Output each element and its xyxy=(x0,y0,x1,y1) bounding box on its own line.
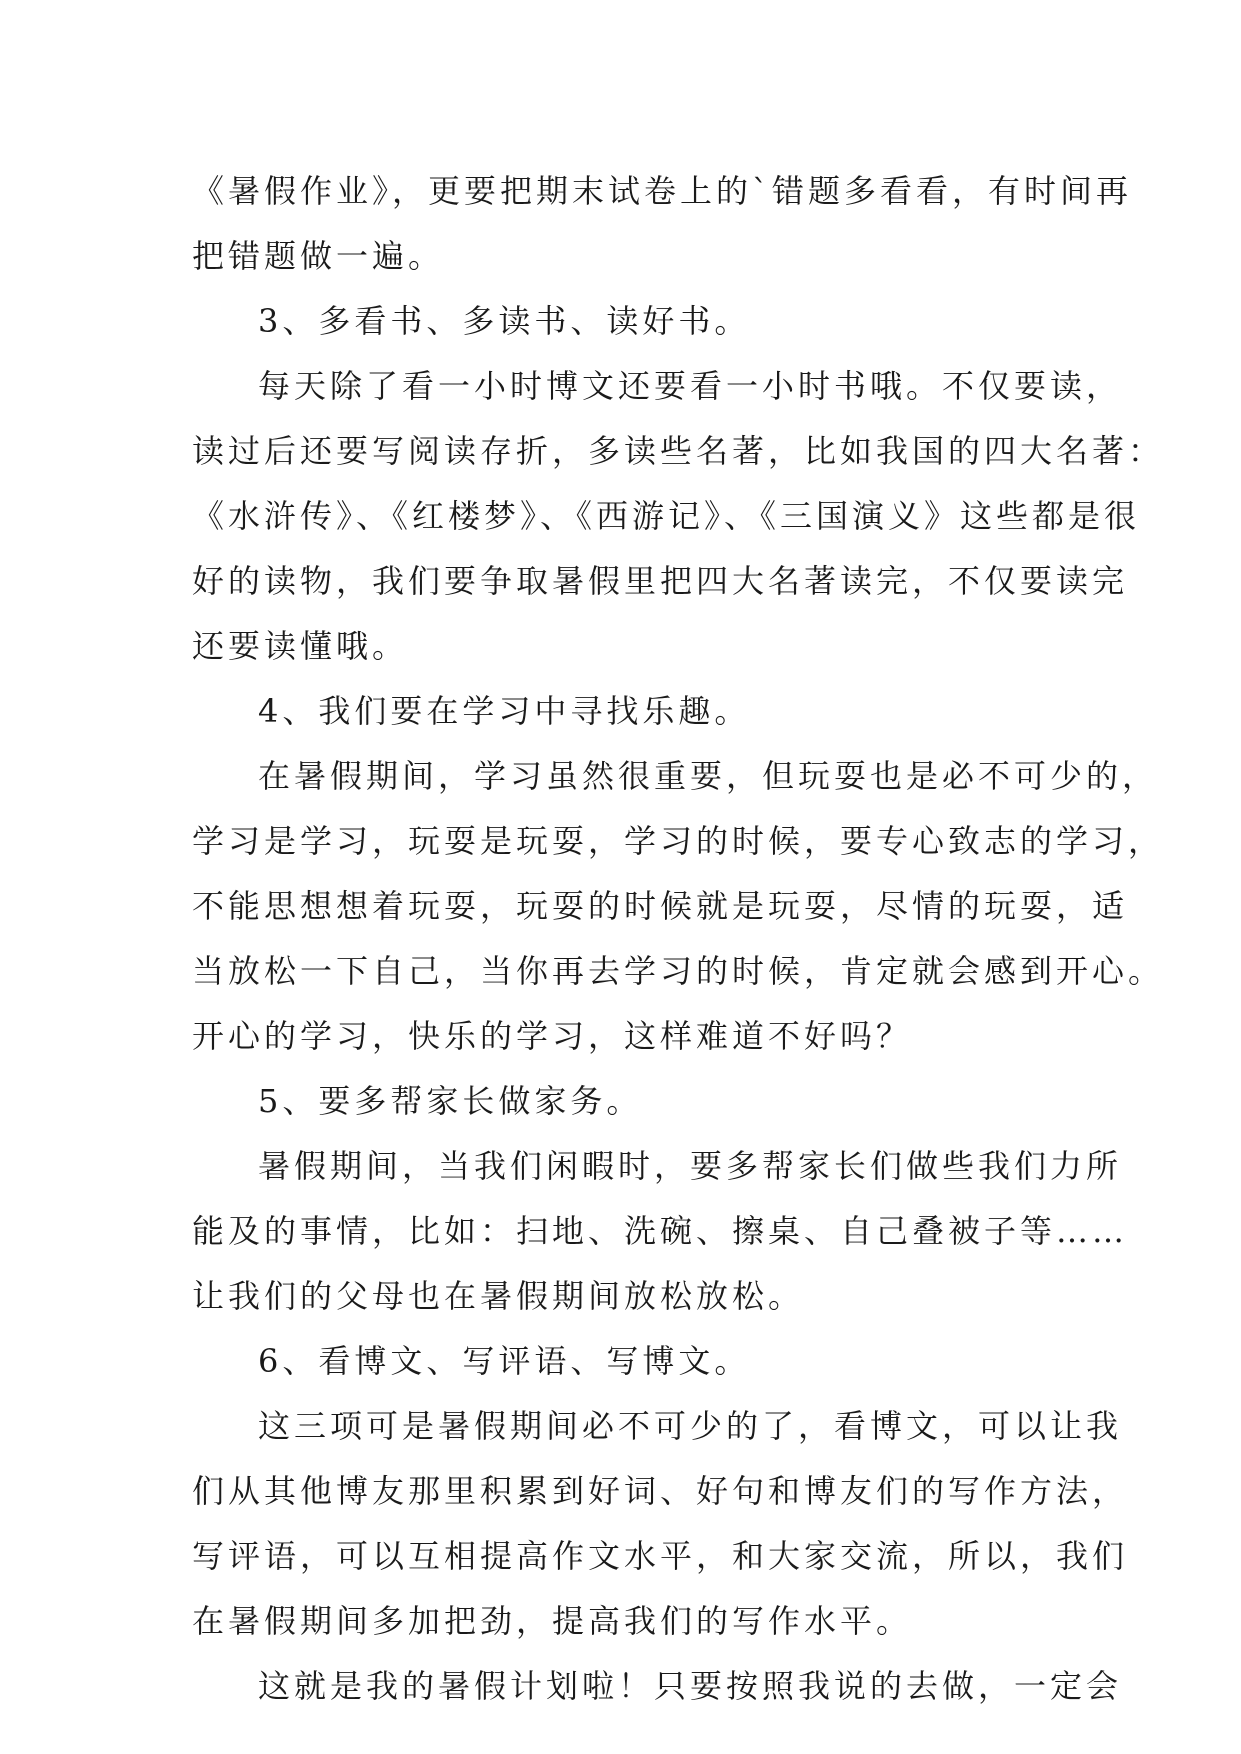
text-line: 好的读物，我们要争取暑假里把四大名著读完，不仅要读完 xyxy=(192,562,1129,600)
text-line: 这三项可是暑假期间必不可少的了，看博文，可以让我 xyxy=(258,1407,1123,1445)
text-line: 《暑假作业》，更要把期末试卷上的`错题多看看，有时间再 xyxy=(192,172,1133,210)
text-line: 写评语，可以互相提高作文水平，和大家交流，所以，我们 xyxy=(192,1537,1129,1575)
text-line: 3、多看书、多读书、读好书。 xyxy=(258,302,751,340)
text-line: 能及的事情，比如：扫地、洗碗、擦桌、自己叠被子等…… xyxy=(192,1212,1129,1250)
text-line: 在暑假期间，学习虽然很重要，但玩耍也是必不可少的， xyxy=(258,757,1159,795)
text-line: 暑假期间，当我们闲暇时，要多帮家长们做些我们力所 xyxy=(258,1147,1123,1185)
text-line: 把错题做一遍。 xyxy=(192,237,445,275)
text-line: 学习是学习，玩耍是玩耍，学习的时候，要专心致志的学习， xyxy=(192,822,1165,860)
text-line: 这就是我的暑假计划啦！只要按照我说的去做，一定会 xyxy=(258,1667,1123,1705)
text-line: 让我们的父母也在暑假期间放松放松。 xyxy=(192,1277,805,1315)
text-line: 在暑假期间多加把劲，提高我们的写作水平。 xyxy=(192,1602,913,1640)
document-body xyxy=(192,159,1165,1719)
text-line: 4、我们要在学习中寻找乐趣。 xyxy=(258,692,751,730)
text-line: 不能思想想着玩耍，玩耍的时候就是玩耍，尽情的玩耍，适 xyxy=(192,887,1129,925)
text-line: 们从其他博友那里积累到好词、好句和博友们的写作方法， xyxy=(192,1472,1129,1510)
text-line: 开心的学习，快乐的学习，这样难道不好吗？ xyxy=(192,1017,913,1055)
text-line: 《水浒传》、《红楼梦》、《西游记》、《三国演义》这些都是很 xyxy=(192,497,1141,535)
text-line: 每天除了看一小时博文还要看一小时书哦。不仅要读， xyxy=(258,367,1123,405)
text-line: 5、要多帮家长做家务。 xyxy=(258,1082,643,1120)
text-line: 6、看博文、写评语、写博文。 xyxy=(258,1342,751,1380)
text-line: 读过后还要写阅读存折，多读些名著，比如我国的四大名著： xyxy=(192,432,1165,470)
text-line: 当放松一下自己，当你再去学习的时候，肯定就会感到开心。 xyxy=(192,952,1165,990)
text-line: 还要读懂哦。 xyxy=(192,627,409,665)
